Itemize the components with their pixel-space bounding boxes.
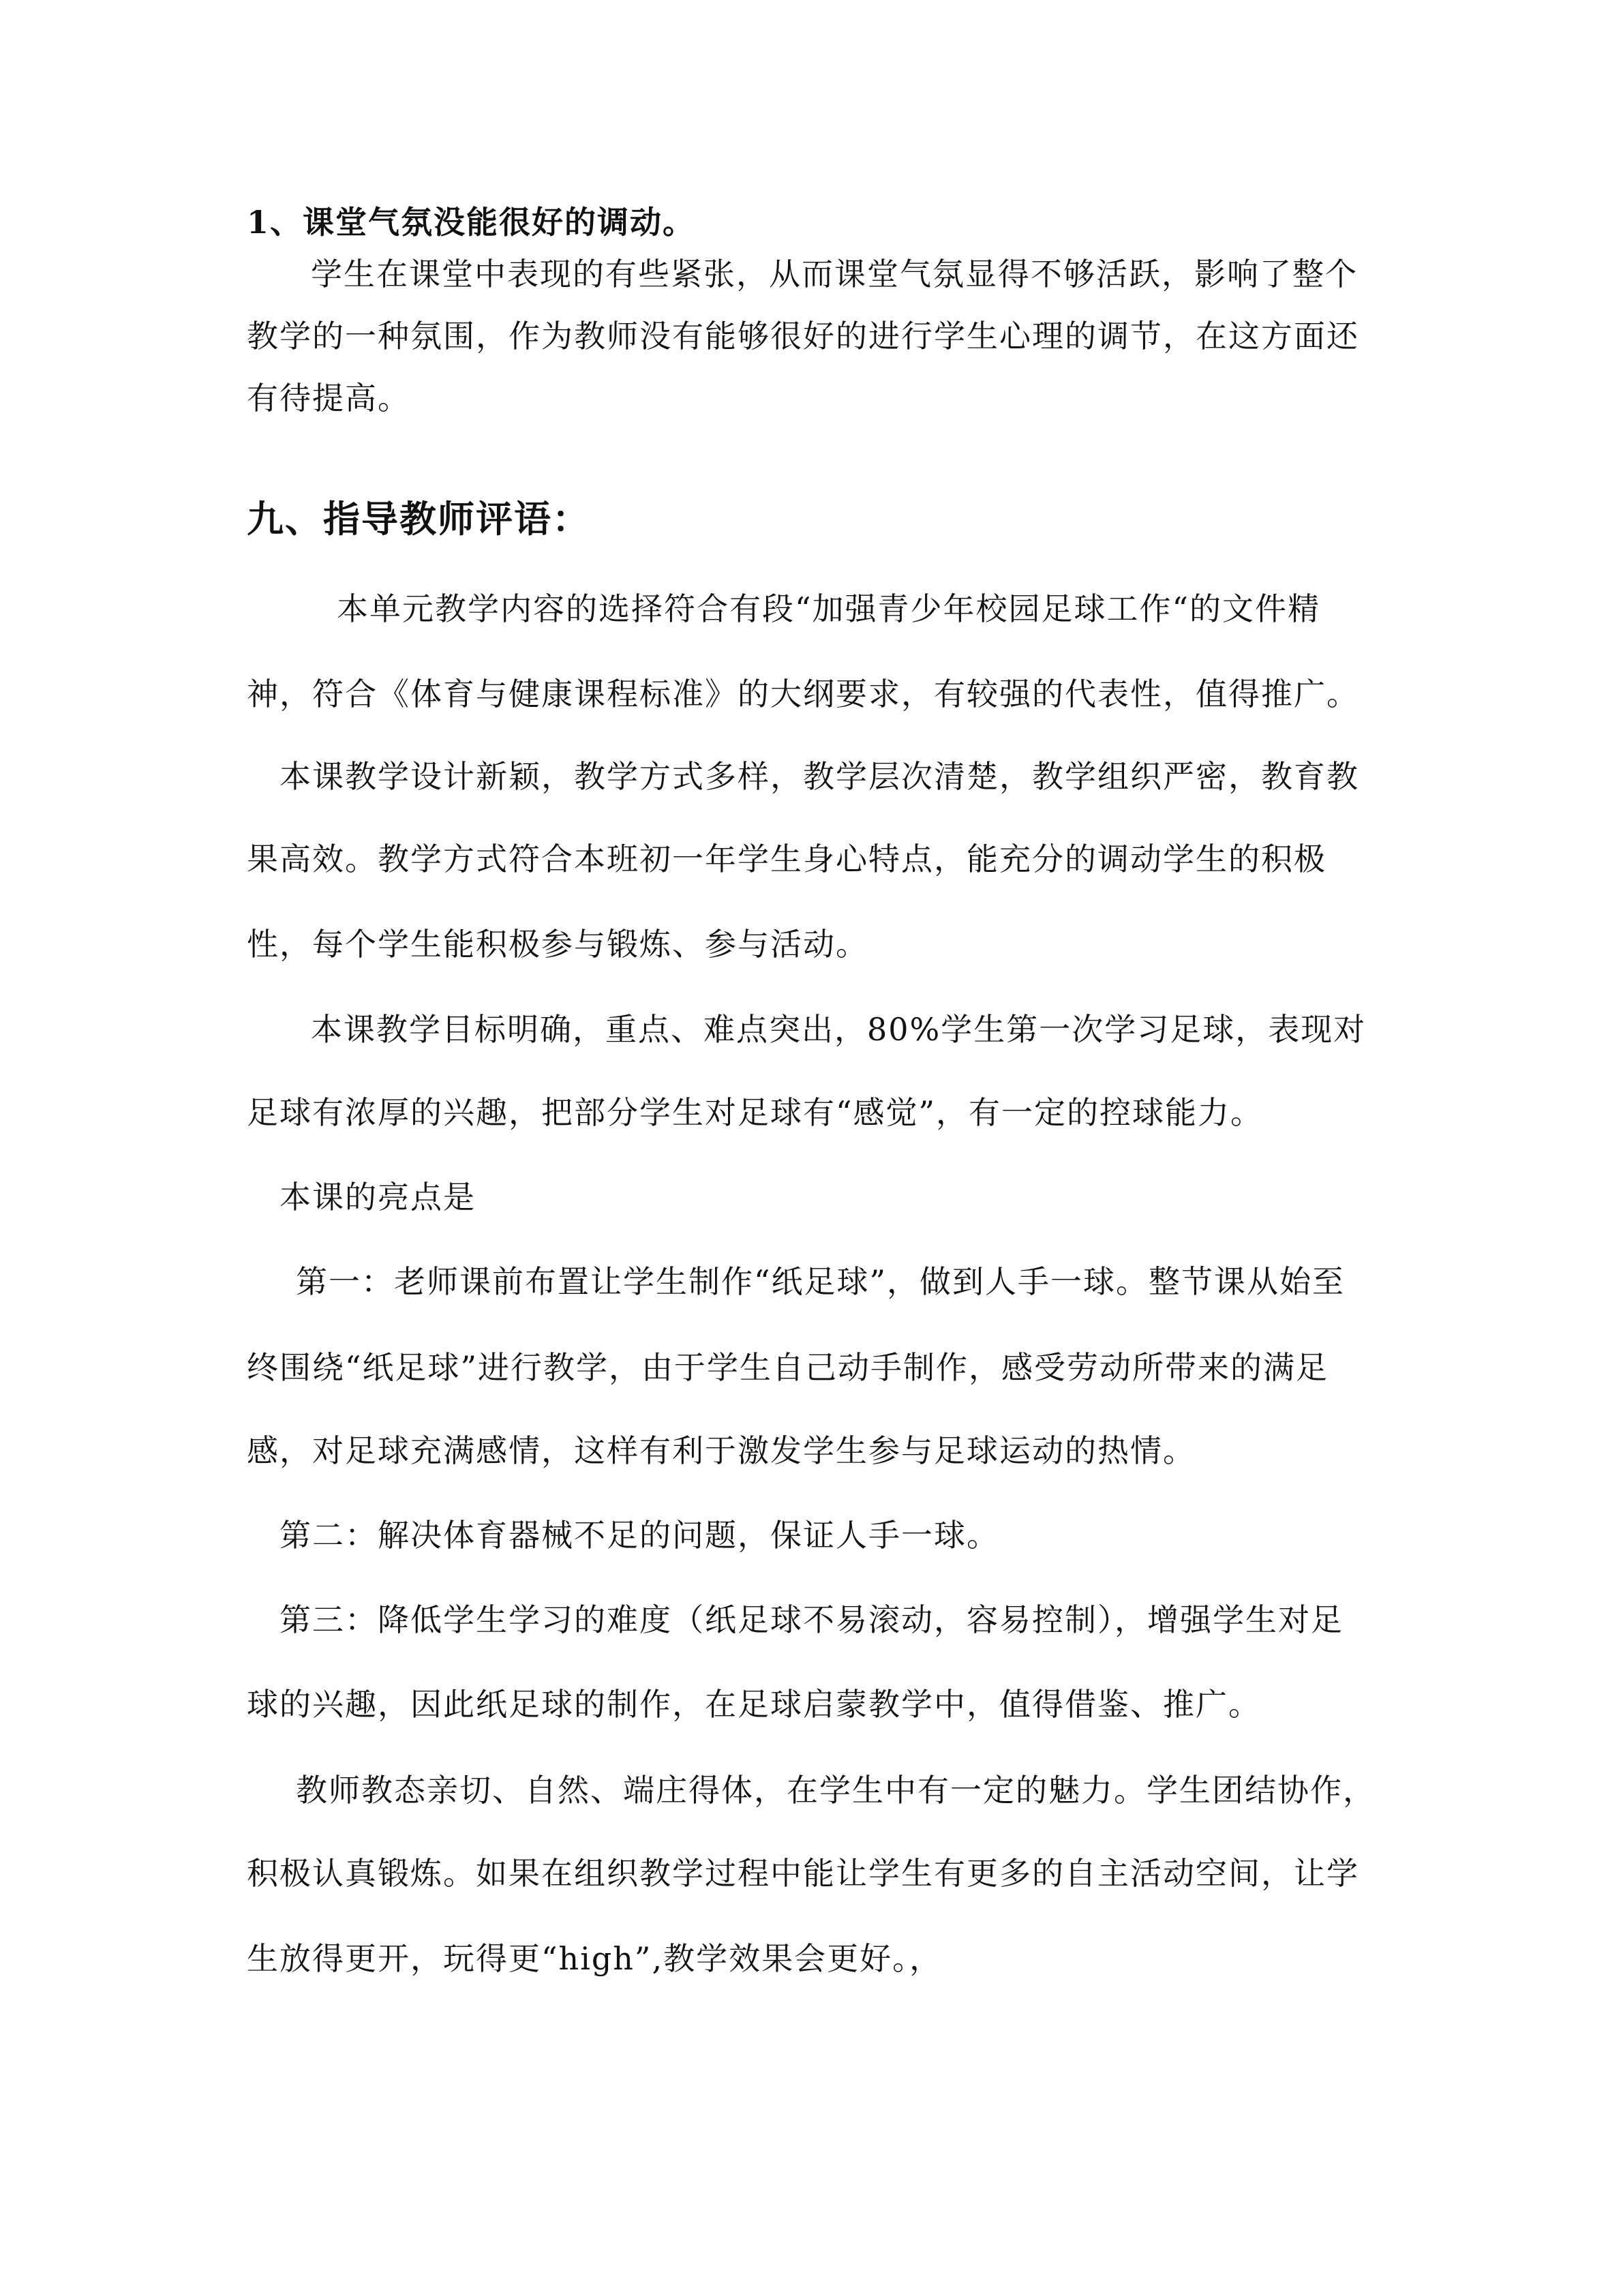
paragraph-line: 终围绕“纸足球”进行教学，由于学生自己动手制作，感受劳动所带来的满足 <box>247 1349 1329 1386</box>
paragraph-line: 本课教学目标明确，重点、难点突出，80%学生第一次学习足球，表现对 <box>311 1011 1367 1048</box>
paragraph-line: 球的兴趣，因此纸足球的制作，在足球启蒙教学中，值得借鉴、推广。 <box>247 1686 1261 1723</box>
paragraph-line: 第一：老师课前布置让学生制作“纸足球”，做到人手一球。整节课从始至 <box>296 1263 1346 1300</box>
paragraph-line: 学生在课堂中表现的有些紧张，从而课堂气氛显得不够活跃，影响了整个 <box>311 256 1358 292</box>
paragraph-line: 有待提高。 <box>247 380 410 417</box>
paragraph-line: 本课教学设计新颖，教学方式多样，教学层次清楚，教学组织严密，教育教 <box>279 758 1359 795</box>
paragraph-line: 积极认真锻炼。如果在组织教学过程中能让学生有更多的自主活动空间，让学 <box>247 1855 1359 1892</box>
paragraph-line: 本单元教学内容的选择符合有段“加强青少年校园足球工作“的文件精 <box>337 590 1321 627</box>
paragraph-line: 性，每个学生能积极参与锻炼、参与活动。 <box>247 926 868 963</box>
paragraph-line: 生放得更开，玩得更“high”,教学效果会更好。， <box>247 1940 943 1977</box>
paragraph-line: 教学的一种氛围，作为教师没有能够很好的进行学生心理的调节，在这方面还 <box>247 318 1359 354</box>
paragraph-line: 神，符合《体育与健康课程标准》的大纲要求，有较强的代表性，值得推广。 <box>247 676 1359 712</box>
section-nine-heading: 九、指导教师评语： <box>247 498 590 541</box>
paragraph-line: 足球有浓厚的兴趣，把部分学生对足球有“感觉”，有一定的控球能力。 <box>247 1094 1264 1131</box>
paragraph-line: 感，对足球充满感情，这样有利于激发学生参与足球运动的热情。 <box>247 1432 1196 1469</box>
section-one-title: 1、课堂气氛没能很好的调动。 <box>247 204 696 241</box>
paragraph-line: 果高效。教学方式符合本班初一年学生身心特点，能充分的调动学生的积极 <box>247 841 1326 877</box>
paragraph-line: 教师教态亲切、自然、端庄得体，在学生中有一定的魅力。学生团结协作， <box>296 1772 1376 1809</box>
paragraph-line: 第三：降低学生学习的难度（纸足球不易滚动，容易控制），增强学生对足 <box>279 1601 1344 1638</box>
paragraph-line: 本课的亮点是 <box>279 1179 476 1215</box>
paragraph-line: 第二：解决体育器械不足的问题，保证人手一球。 <box>279 1517 999 1554</box>
